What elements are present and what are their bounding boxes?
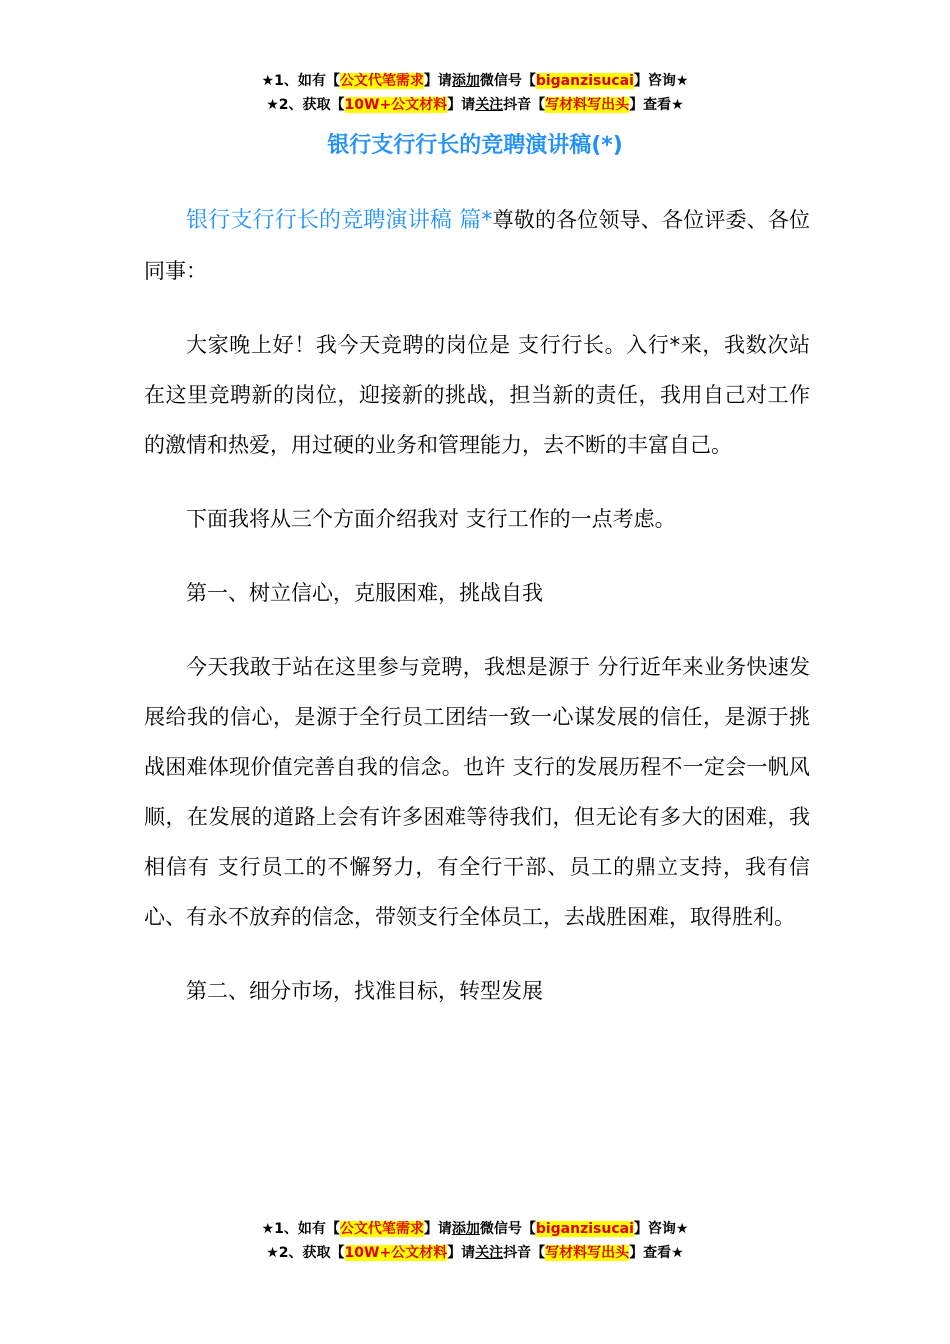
banner-underline: 添加 [451, 1221, 480, 1237]
banner-text: 微信号【 [479, 1221, 536, 1237]
header-banner [0, 69, 950, 117]
section-heading: 第二、细分市场，找准目标，转型发展 [186, 979, 543, 1003]
banner-underline: 添加 [451, 73, 480, 89]
paragraph: 大家晚上好！我今天竞聘的岗位是 支行行长。入行*来，我数次站在这里竞聘新的岗位，迎接新的挑战，担当新的责任，我用自己对工作的激情和热爱，用过硬的业务和管理能力，去不断的丰富自己。 [144, 333, 810, 457]
banner-line-2 [0, 1241, 950, 1265]
banner-text: 微信号【 [479, 73, 536, 89]
banner-highlight: 公文代笔需求 [339, 73, 424, 89]
banner-text: 】请 [447, 1245, 476, 1261]
footer-banner [0, 1217, 950, 1265]
intro-paragraph [144, 195, 810, 296]
banner-text: ★1、如有【 [261, 73, 340, 89]
banner-text: ★2、获取【 [266, 1245, 345, 1261]
banner-highlight: biganzisucai [535, 73, 634, 89]
banner-highlight: 10W+公文材料 [344, 1245, 448, 1261]
banner-text: 】咨询★ [633, 73, 689, 89]
banner-text: 】咨询★ [633, 1221, 689, 1237]
banner-highlight: 写材料写出头 [545, 1245, 630, 1261]
section-heading: 第一、树立信心，克服困难，挑战自我 [186, 581, 543, 605]
banner-line-1 [0, 69, 950, 93]
banner-text: 】请 [423, 73, 452, 89]
document-body [144, 195, 810, 1040]
banner-underline: 关注 [475, 1245, 504, 1261]
banner-line-2 [0, 93, 950, 117]
banner-highlight: 公文代笔需求 [339, 1221, 424, 1237]
section-subhead: 银行支行行长的竞聘演讲稿 篇* [186, 208, 493, 233]
banner-text: 】查看★ [629, 1245, 684, 1261]
banner-line-1 [0, 1217, 950, 1241]
page-title: 银行支行行长的竞聘演讲稿(*) [327, 133, 623, 158]
banner-underline: 关注 [475, 97, 504, 113]
banner-text: 】查看★ [629, 97, 684, 113]
paragraph: 今天我敢于站在这里参与竞聘，我想是源于 分行近年来业务快速发展给我的信心，是源于全行员工团结一致一心谋发展的信任，是源于挑战困难体现价值完善自我的信念。也许 支行的发展历程不一定会一帆风顺，在发展的道路上会有许多困难等待我们，但无论有多大的困难，我相信有 支行员工的不懈努力，有全行干部、员工的鼎立支持，我有信心、有永不放弃的信念，带领支行全体员工，去战胜困难，取得胜利。 [144, 655, 810, 929]
banner-highlight: biganzisucai [535, 1221, 634, 1237]
banner-text: 抖音【 [503, 1245, 546, 1261]
paragraph: 下面我将从三个方面介绍我对 支行工作的一点考虑。 [186, 507, 676, 531]
banner-highlight: 10W+公文材料 [344, 97, 448, 113]
banner-highlight: 写材料写出头 [545, 97, 630, 113]
greeting: 尊敬的各位领导、各位评委、各位同事： [144, 208, 811, 283]
banner-text: 】请 [447, 97, 476, 113]
banner-text: ★1、如有【 [261, 1221, 340, 1237]
banner-text: 】请 [423, 1221, 452, 1237]
banner-text: ★2、获取【 [266, 97, 345, 113]
banner-text: 抖音【 [503, 97, 546, 113]
